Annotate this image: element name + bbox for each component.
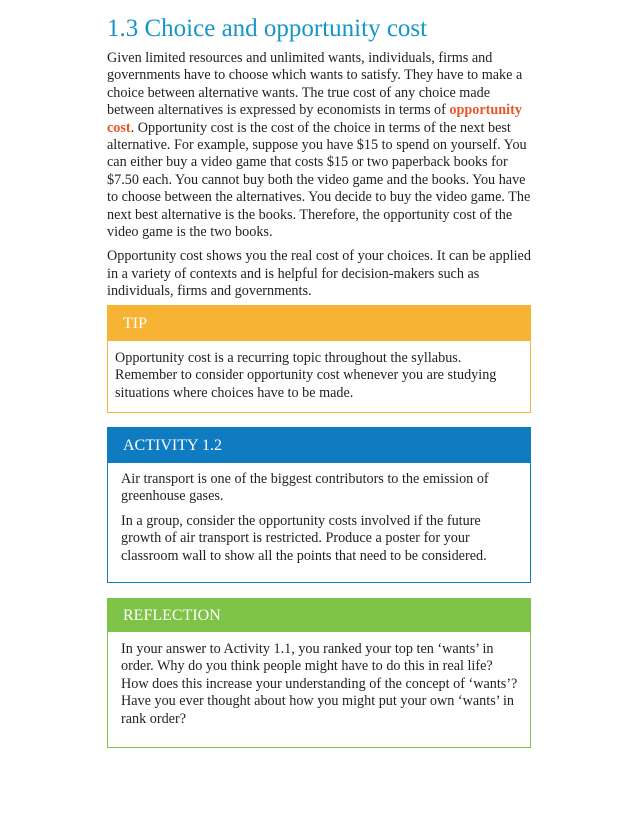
reflection-header: REFLECTION — [108, 599, 530, 632]
activity-text-2: In a group, consider the opportunity costs involved if the future growth of air transport is restricted. Produce a poster for your classroom wall to show all the points that need to be considered. — [121, 512, 487, 564]
tip-body — [108, 341, 530, 402]
reflection-body — [108, 632, 530, 728]
section-content — [107, 14, 532, 308]
activity-box — [107, 427, 531, 583]
activity-header: ACTIVITY 1.2 — [108, 428, 530, 463]
second-paragraph: Opportunity cost shows you the real cost of your choices. It can be applied in a variety of contexts and is helpful for decision-makers such as individuals, firms and governments. — [107, 248, 531, 300]
tip-text: Opportunity cost is a recurring topic throughout the syllabus. Remember to consider opportunity cost whenever you are studying situations where choices have to be made. — [115, 350, 497, 401]
reflection-text: In your answer to Activity 1.1, you ranked your top ten ‘wants’ in order. Why do you think people might have to do this in real life? How does this increase your understanding of the concept of ‘wants’? Have you ever thought about how you might put your own ‘wants’ in rank order? — [121, 641, 518, 727]
tip-box — [107, 305, 531, 413]
tip-header: TIP — [108, 306, 530, 341]
reflection-box — [107, 598, 531, 748]
key-term-opportunity-cost: opportunity cost — [107, 102, 522, 136]
activity-text-1: Air transport is one of the biggest contributors to the emission of greenhouse gases. — [121, 471, 489, 505]
activity-body — [108, 463, 530, 565]
intro-text-start: Given limited resources and unlimited wants, individuals, firms and governments have to choose which wants to satisfy. They have to make a choice between alternative wants. The true cost of any choice made between alternatives is expressed by economists in terms of — [107, 50, 523, 119]
intro-paragraph — [107, 50, 532, 241]
section-title: 1.3 Choice and opportunity cost — [107, 15, 428, 42]
intro-text-end: . Opportunity cost is the cost of the choice in terms of the next best alternative. For example, suppose you have $15 to spend on yourself. You can either buy a video game that costs $15 or two paperback books for $7.50 each. You cannot buy both the video game and the books. You have to choose between the alternatives. You decide to buy the video game. The next best alternative is the books. Therefore, the opportunity cost of the video game is the two books. — [107, 119, 531, 241]
